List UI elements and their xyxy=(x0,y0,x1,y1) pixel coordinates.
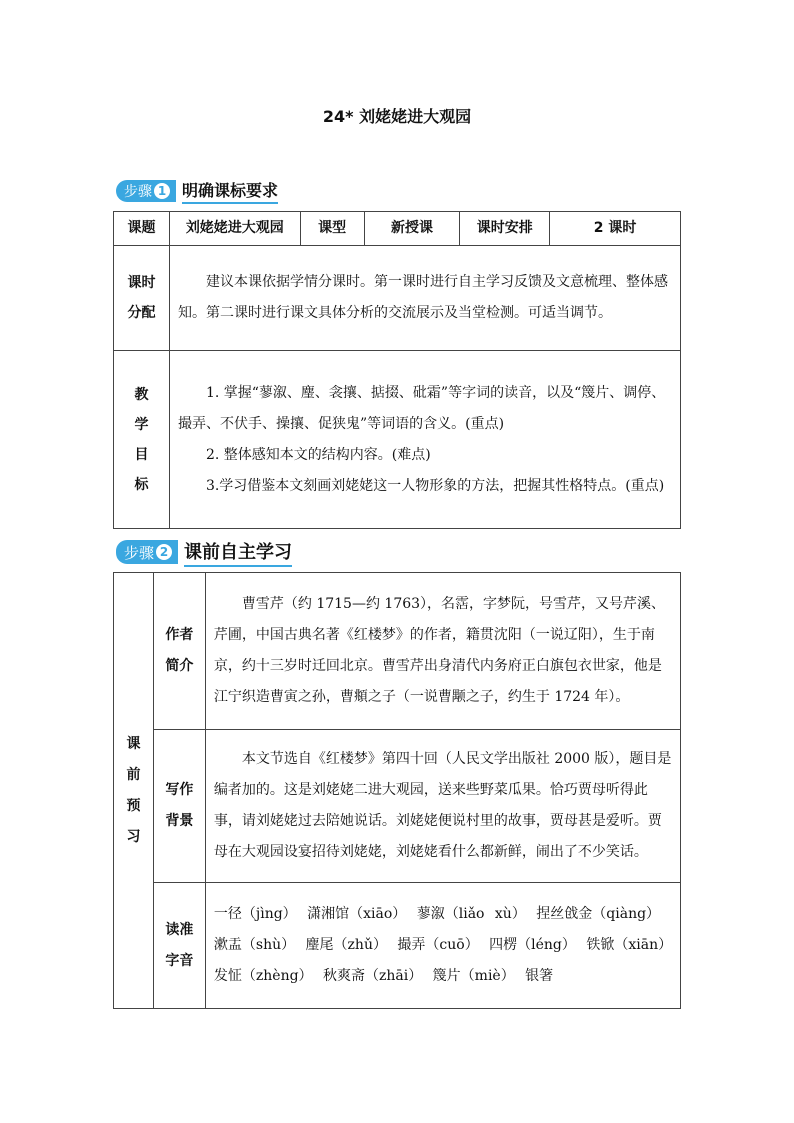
author-label: 作者简介 xyxy=(153,573,205,730)
step1-title: 明确课标要求 xyxy=(182,178,278,204)
step1-header xyxy=(116,179,278,203)
preview-section-label: 课前预习 xyxy=(114,573,154,1009)
type-label: 课型 xyxy=(300,212,364,246)
goals-label: 教学目标 xyxy=(114,351,170,529)
type-value: 新授课 xyxy=(364,212,460,246)
background-text: 本文节选自《红楼梦》第四十回（人民文学出版社 2000 版），题目是编者加的。这是刘姥姥二进大观园，送来些野菜瓜果。恰巧贾母听得此事，请刘姥姥过去陪她说话。刘姥姥便说村里的故事，贾母甚是爱听。贾母在大观园设宴招待刘姥姥，刘姥姥看什么都新鲜，闹出了不少笑话。 xyxy=(205,730,680,883)
step1-badge-label: 步骤 xyxy=(124,184,152,200)
author-row xyxy=(114,573,681,730)
step2-number-icon: 2 xyxy=(156,544,172,560)
background-label: 写作背景 xyxy=(153,730,205,883)
step1-badge xyxy=(116,180,176,202)
reading-row xyxy=(114,883,681,1009)
preview-table xyxy=(113,572,681,1009)
schedule-text: 建议本课依据学情分课时。第一课时进行自主学习反馈及文意梳理、整体感知。第二课时进行课文具体分析的交流展示及当堂检测。可适当调节。 xyxy=(169,246,680,351)
goal-item: 1. 掌握“蓼溆、麈、衾攘、掂掇、砒霜”等字词的读音，以及“篾片、调停、撮弄、不伏手、操攘、促狭鬼”等词语的含义。(重点) xyxy=(177,384,666,432)
goals-row xyxy=(114,351,681,529)
background-row xyxy=(114,730,681,883)
topic-value: 刘姥姥进大观园 xyxy=(169,212,300,246)
author-text: 曹雪芹（约 1715—约 1763），名霑，字梦阮，号雪芹，又号芹溪、芹圃，中国古典名著《红楼梦》的作者，籍贯沈阳（一说辽阳），生于南京，约十三岁时迁回北京。曹雪芹出身清代内务府正白旗包衣世家，他是江宁织造曹寅之孙，曹頫之子（一说曹颙之子，约生于 1724 年）。 xyxy=(205,573,680,730)
step1-number-icon: 1 xyxy=(154,183,170,199)
course-info-row xyxy=(114,212,681,246)
step2-header xyxy=(116,540,292,564)
step2-badge-label: 步骤 xyxy=(124,543,155,562)
reading-label: 读准字音 xyxy=(153,883,205,1009)
schedule-label: 课时分配 xyxy=(114,246,170,351)
goal-item: 3.学习借鉴本文刻画刘姥姥这一人物形象的方法，把握其性格特点。(重点) xyxy=(205,477,665,494)
hours-label: 课时安排 xyxy=(460,212,550,246)
reading-text: 一径（jìng） 潇湘馆（xiāo） 蓼溆（liǎo xù） 捏丝戗金（qiàng） 漱盂（shù） 麈尾（zhǔ） 撮弄（cuō） 四楞（léng） 铁锨（xiān） 发怔（zhèng） 秋爽斋（zhāi） 篾片（miè） 银箸 xyxy=(205,883,680,1009)
hours-value: 2 课时 xyxy=(550,212,681,246)
step2-title: 课前自主学习 xyxy=(184,538,292,567)
goal-item: 2. 整体感知本文的结构内容。(难点) xyxy=(205,446,431,463)
schedule-row xyxy=(114,246,681,351)
topic-label: 课题 xyxy=(114,212,170,246)
goals-cell xyxy=(169,351,680,529)
page-title: 24* 刘姥姥进大观园 xyxy=(322,107,472,126)
course-requirements-table xyxy=(113,211,681,529)
step2-badge xyxy=(116,540,178,564)
